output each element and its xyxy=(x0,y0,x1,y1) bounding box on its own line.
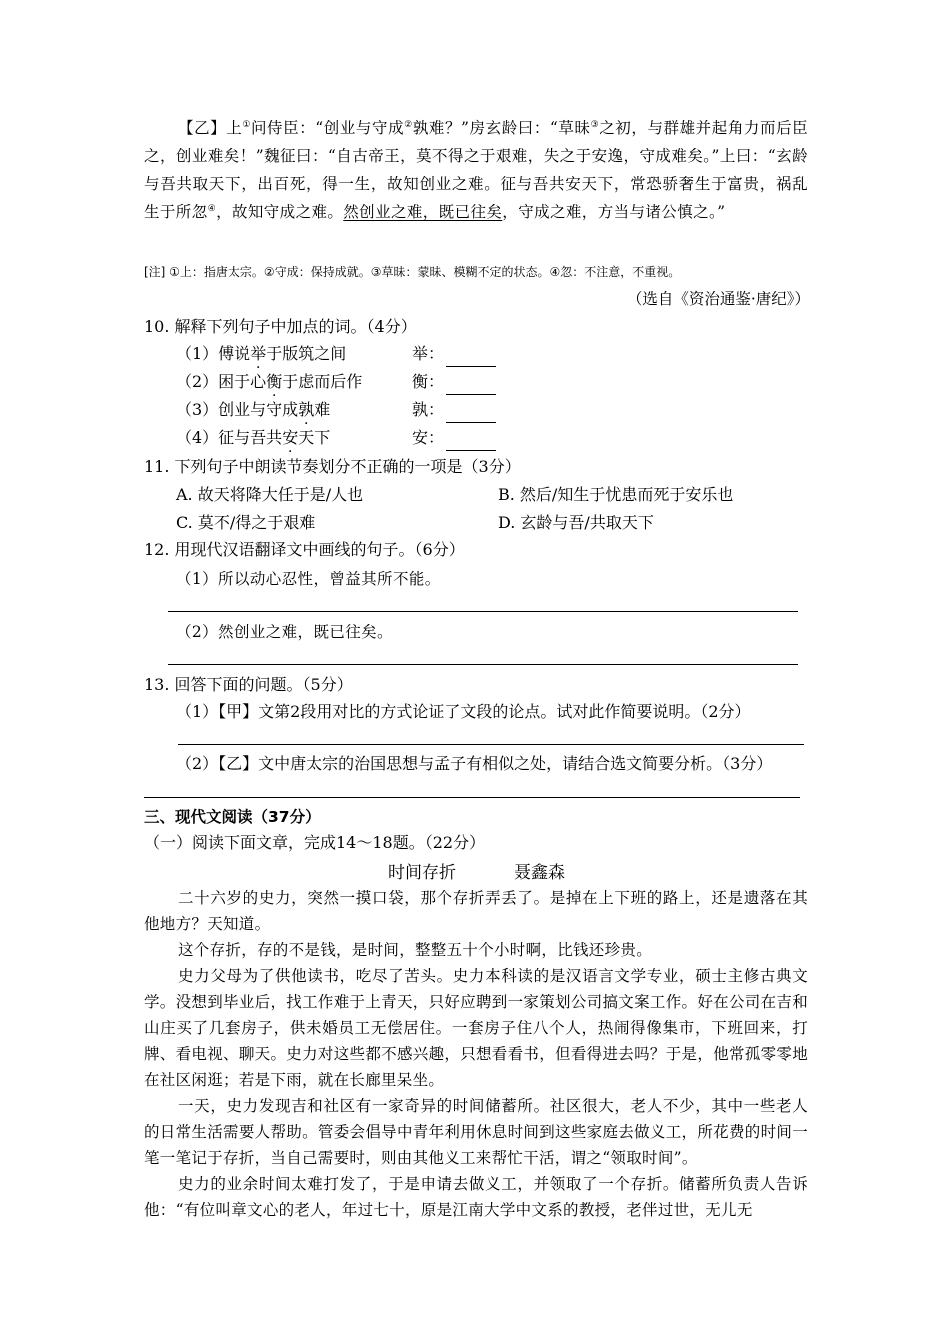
section-subheading: （一）阅读下面文章，完成14～18题。（22分） xyxy=(144,833,486,852)
q10-answer-1[interactable]: 举： xyxy=(412,341,496,367)
answer-blank xyxy=(446,349,496,367)
story-paragraph-4: 一天，史力发现吉和社区有一家奇异的时间储蓄所。社区很大，老人不少，其中一些老人的日常生活需要人帮助。管委会倡导中青年利用休息时间到这些家庭去做义工，所花费的时间一笔一笔记于存折，当自己需要时，则由其他义工来帮忙干活，谓之“领取时间”。 xyxy=(144,1097,808,1167)
underlined-sentence: 然创业之难，既已往矣 xyxy=(343,203,503,221)
option-d[interactable]: D. 玄龄与吾/共取天下 xyxy=(498,513,654,532)
footnote-mark: ① xyxy=(242,119,251,130)
passage-yi: 【乙】上①问侍臣：“创业与守成②孰难？”房玄龄曰：“草昧③之初，与群雄并起角力而后臣之，创业难矣！”魏征曰：“自古帝王，莫不得之于艰难，失之于安逸，守成难矣。”上曰：“玄龄与吾共取天下，出百死，得一生，故知创业之难。征与吾共安天下，常恐骄奢生于富贵，祸乱生于所忽④，故知守成之难。然创业之难，既已往矣，守成之难，方当与诸公慎之。” xyxy=(144,119,809,221)
q10-answer-3[interactable]: 孰： xyxy=(412,397,496,423)
q10-item-3: （3）创业与守成孰难 xyxy=(176,400,331,419)
story-paragraph-3: 史力父母为了供他读书，吃尽了苦头。史力本科读的是汉语言文学专业，硕士主修古典文学。没想到毕业后，找工作难于上青天，只好应聘到一家策划公司搞文案工作。好在公司在吉和山庄买了几套房子，供未婚员工无偿居住。一套房子住八个人，热闹得像集市，下班回来，打牌、看电视、聊天。史力对这些都不感兴趣，只想看看书，但看得进去吗？于是，他常孤零零地在社区闲逛；若是下雨，就在长廊里呆坐。 xyxy=(144,967,808,1089)
question-10-title: 10. 解释下列句子中加点的词。（4分） xyxy=(144,317,417,336)
section-heading: 三、现代文阅读（37分） xyxy=(144,808,321,826)
passage-label: 【乙】 xyxy=(178,119,227,137)
option-c[interactable]: C. 莫不/得之于艰难 xyxy=(176,513,316,532)
story-title: 时间存折 xyxy=(388,863,456,883)
q12-sentence-2: （2）然创业之难，既已往矣。 xyxy=(176,623,393,641)
story-author: 聂鑫森 xyxy=(514,863,565,883)
question-11-title: 11. 下列句子中朗读节奏划分不正确的一项是（3分） xyxy=(144,457,521,476)
q10-answer-4[interactable]: 安： xyxy=(412,425,496,451)
footnote-mark: ④ xyxy=(207,203,217,214)
q12-sentence-1: （1）所以动心忍性，曾益其所不能。 xyxy=(176,570,441,588)
answer-line[interactable] xyxy=(168,664,798,665)
q10-item-4: （4）征与吾共安天下 xyxy=(176,428,331,447)
question-12-title: 12. 用现代汉语翻译文中画线的句子。（6分） xyxy=(144,540,465,559)
answer-line[interactable] xyxy=(168,611,798,612)
story-paragraph-5: 史力的业余时间太难打发了，于是申请去做义工，并领取了一个存折。储蓄所负责人告诉他：“有位叫章文心的老人，年过七十，原是江南大学中文系的教授，老伴过世，无儿无 xyxy=(144,1175,808,1219)
story-paragraph-2: 这个存折，存的不是钱，是时间，整整五十个小时啊，比钱还珍贵。 xyxy=(178,941,653,959)
q13-sub-2: （2）【乙】文中唐太宗的治国思想与孟子有相似之处，请结合选文简要分析。（3分） xyxy=(176,754,773,773)
footnote-mark: ③ xyxy=(590,119,600,130)
answer-line[interactable] xyxy=(178,744,804,745)
question-13-title: 13. 回答下面的问题。（5分） xyxy=(144,675,353,694)
annotation-note: [注] ①上：指唐太宗。②守成：保持成就。③草昧：蒙昧、模糊不定的状态。④忽：不注意，不重视。 xyxy=(144,265,681,279)
q10-answer-2[interactable]: 衡： xyxy=(412,369,496,395)
q13-sub-1: （1）【甲】文第2段用对比的方式论证了文段的论点。试对此作简要说明。（2分） xyxy=(176,702,751,721)
answer-blank xyxy=(446,405,496,423)
answer-blank xyxy=(446,377,496,395)
footnote-mark: ② xyxy=(404,119,413,130)
answer-line[interactable] xyxy=(144,797,800,798)
q10-item-2: （2）困于心衡于虑而后作 xyxy=(176,372,363,391)
option-a[interactable]: A. 故天将降大任于是/人也 xyxy=(176,485,364,504)
source-citation: （选自《资治通鉴·唐纪》） xyxy=(626,290,810,308)
q10-item-1: （1）傅说举于版筑之间 xyxy=(176,344,347,363)
story-paragraph-1: 二十六岁的史力，突然一摸口袋，那个存折弄丢了。是掉在上下班的路上，还是遗落在其他地方？天知道。 xyxy=(144,889,808,933)
answer-blank xyxy=(446,433,496,451)
option-b[interactable]: B. 然后/知生于忧患而死于安乐也 xyxy=(498,485,734,504)
